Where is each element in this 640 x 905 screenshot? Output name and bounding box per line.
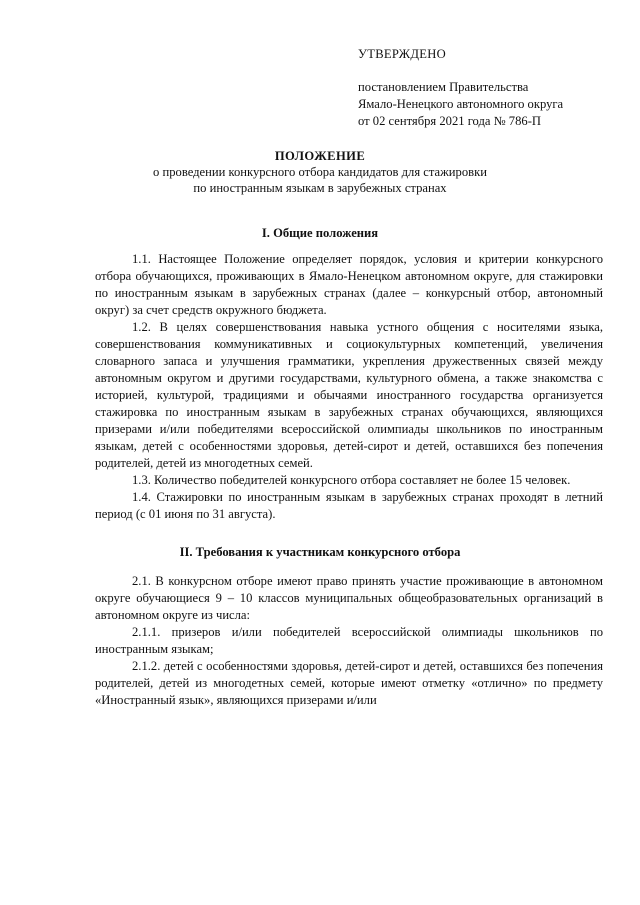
paragraph: 1.2. В целях совершенствования навыка устного общения с носителями языка, совершенствования коммуникативных и социокультурных компетенций, увеличения словарного запаса и улучшения грамматики, укрепления дружественных связей между автономным округом и другими государствами, культурного обмена, а также знакомства с историей, культурой, традициями и обычаями иностранного государства организуется стажировка по иностранным языкам в зарубежных странах обучающихся, являющихся призерами и/или победителями всероссийской олимпиады школьников по иностранным языкам, детей с особенностями здоровья, детей-сирот и детей, оставшихся без попечения родителей, детей из многодетных семей. — [95, 320, 603, 470]
paragraph: 1.1. Настоящее Положение определяет порядок, условия и критерии конкурсного отбора обучающихся, проживающих в Ямало-Ненецком автономном округе, для стажировки по иностранным языкам в зарубежных странах (далее – конкурсный отбор, автономный округ) за счет средств окружного бюджета. — [95, 252, 603, 317]
paragraph: 1.3. Количество победителей конкурсного отбора составляет не более 15 человек. — [132, 473, 571, 487]
document-title-block — [0, 148, 640, 196]
document-title: ПОЛОЖЕНИЕ — [274, 149, 366, 163]
approval-heading: УТВЕРЖДЕНО — [358, 47, 447, 61]
paragraph: 2.1.2. детей с особенностями здоровья, детей-сирот и детей, оставшихся без попечения родителей, детей из многодетных семей, которые имеют отметку «отлично» по предмету «Иностранный язык», являющихся призерами и/или — [95, 659, 603, 707]
paragraph: 1.4. Стажировки по иностранным языкам в зарубежных странах проходят в летний период (с 01 июня по 31 августа). — [95, 490, 603, 521]
approval-line: постановлением Правительства — [358, 80, 529, 94]
paragraph: 2.1.1. призеров и/или победителей всероссийской олимпиады школьников по иностранным языкам; — [95, 625, 603, 656]
document-subtitle-line: о проведении конкурсного отбора кандидатов для стажировки — [153, 165, 487, 179]
section-heading-requirements: II. Требования к участникам конкурсного отбора — [179, 545, 461, 559]
section-body-general — [95, 251, 603, 523]
approval-line: от 02 сентября 2021 года № 786-П — [358, 114, 541, 128]
paragraph: 2.1. В конкурсном отборе имеют право принять участие проживающие в автономном округе обучающиеся 9 – 10 классов муниципальных общеобразовательных организаций в автономном округе из числа: — [95, 574, 603, 622]
approval-block — [358, 46, 618, 130]
section-body-requirements — [95, 573, 603, 709]
approval-line: Ямало-Ненецкого автономного округа — [358, 97, 564, 111]
section-heading-general: I. Общие положения — [261, 226, 379, 240]
document-subtitle-line: по иностранным языкам в зарубежных странах — [193, 181, 447, 195]
